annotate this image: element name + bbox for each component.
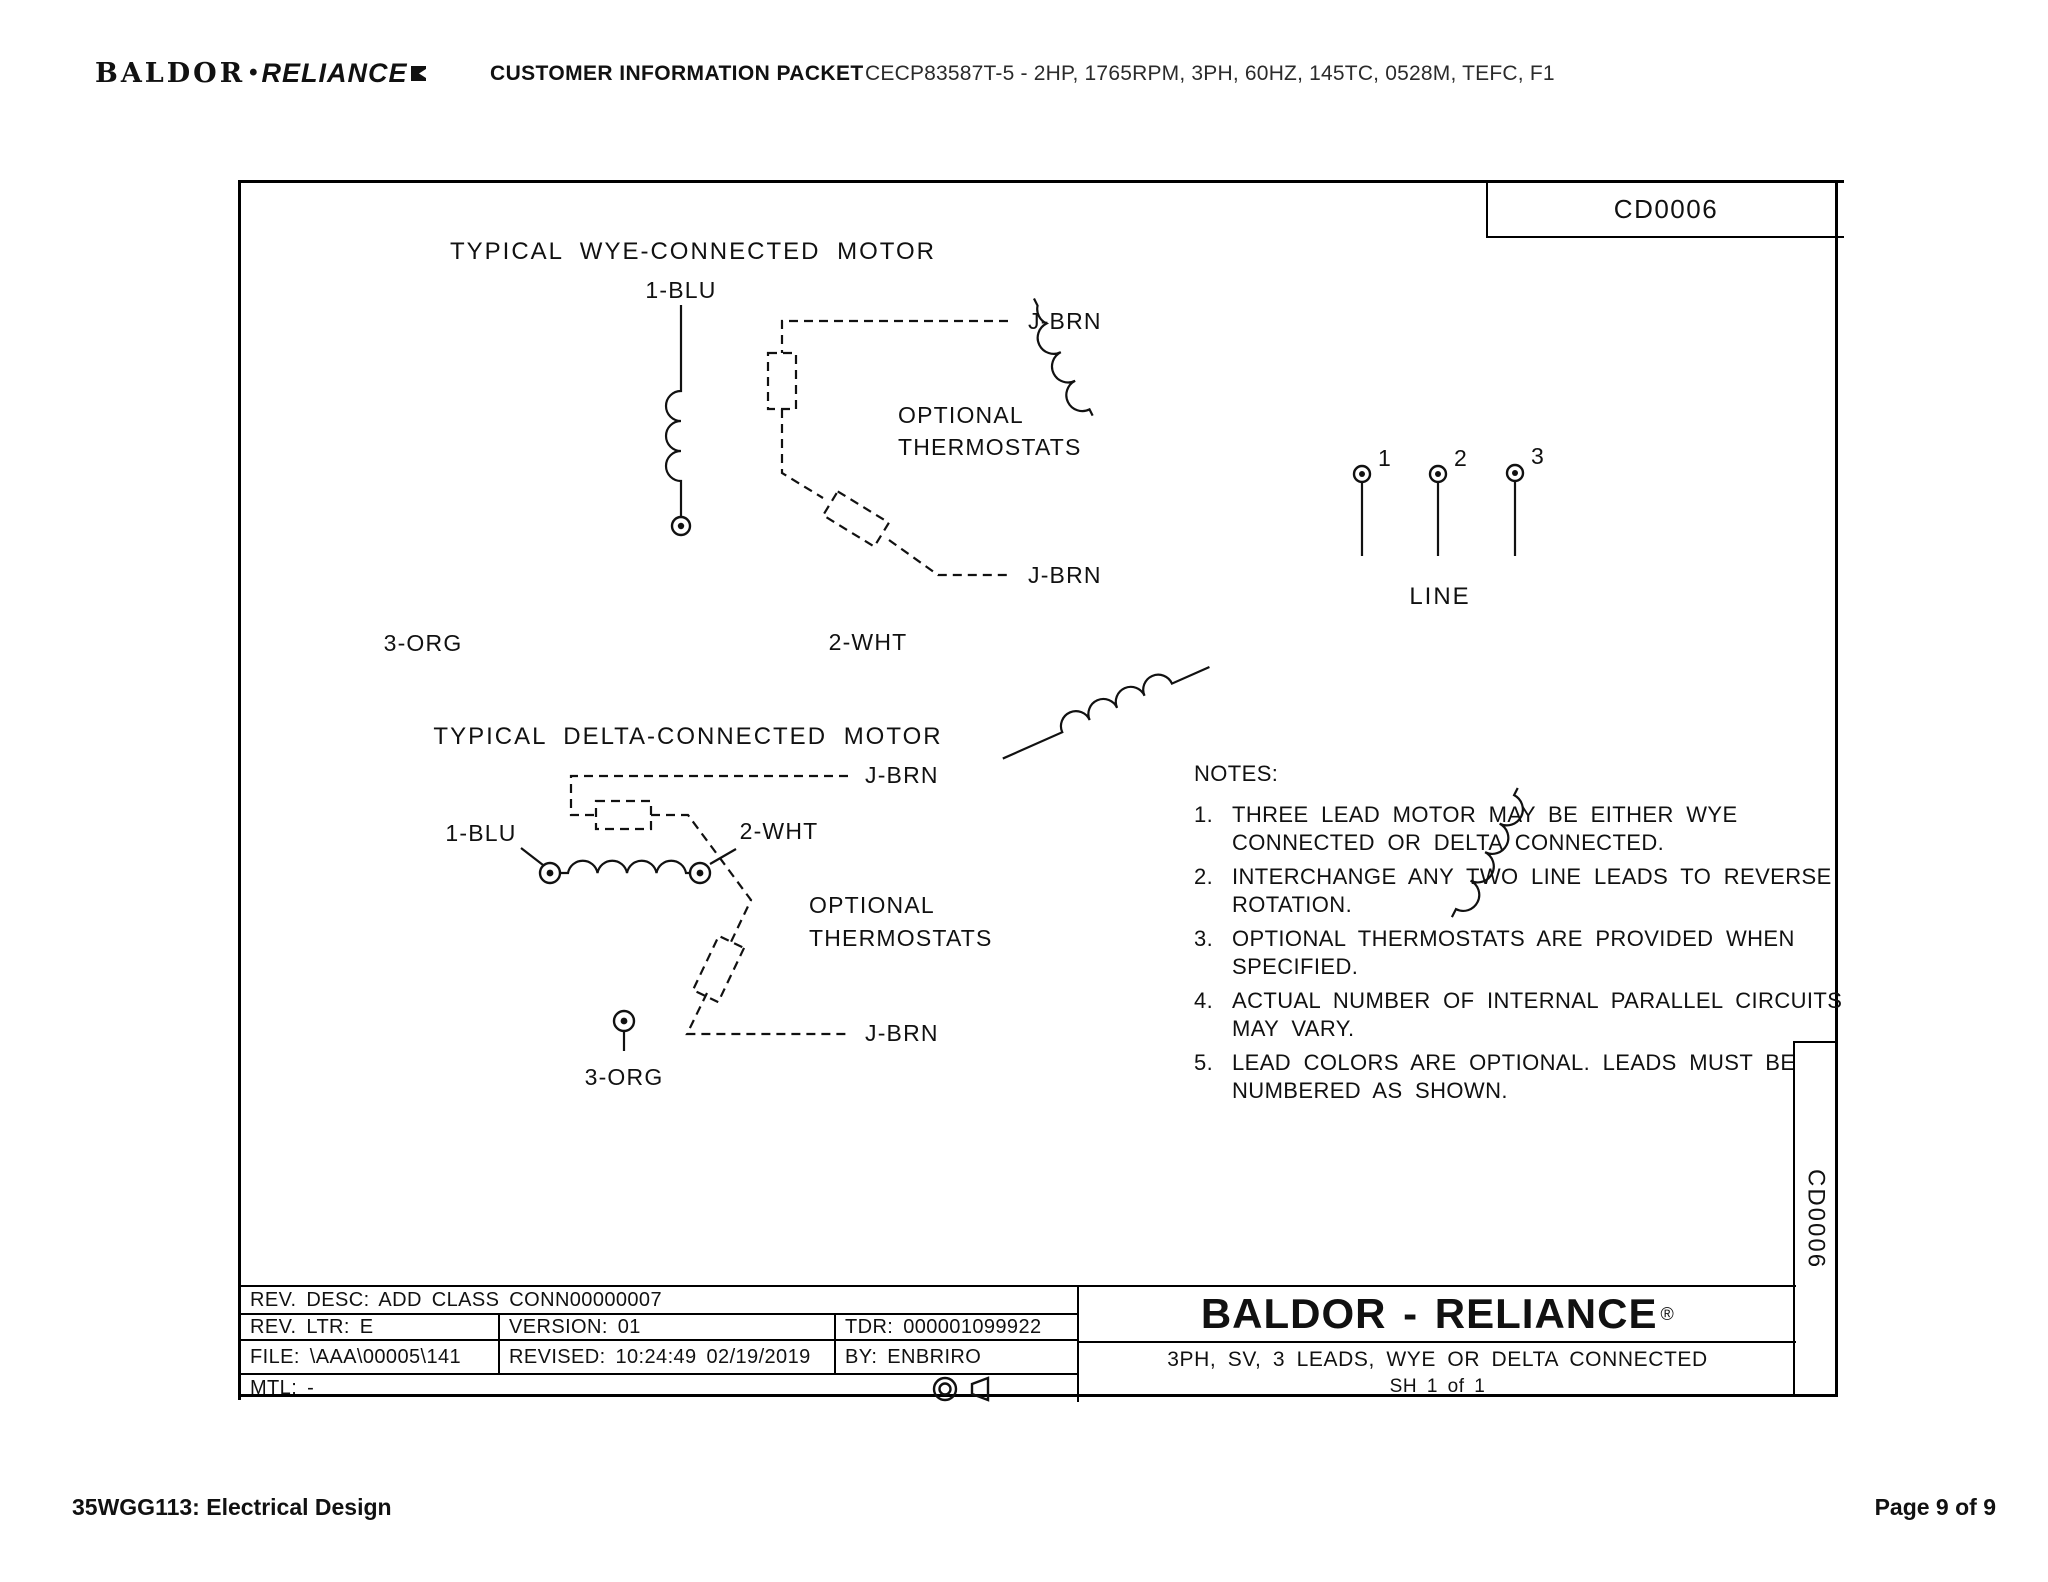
logo-baldor-text: BALDOR (95, 58, 246, 89)
note-line: ROTATION. (1232, 892, 1353, 917)
note-text (1232, 925, 1795, 981)
note-line: ACTUAL NUMBER OF INTERNAL PARALLEL CIRCUITS (1232, 988, 1843, 1013)
delta-terminal3-dot (621, 1018, 628, 1025)
note-text (1232, 987, 1842, 1043)
delta-thermostat-circuit (571, 776, 848, 1034)
line-terminal-1-dot (1359, 471, 1365, 477)
mtl-cell (241, 1375, 1079, 1402)
page-header (0, 0, 2048, 110)
wye-thermostats-caption-line2: THERMOSTATS (898, 434, 1082, 460)
wye-jbrn-top-label: J-BRN (1028, 308, 1102, 334)
note-line: MAY VARY. (1232, 1016, 1355, 1041)
wye-jbrn-bottom-label: J-BRN (1028, 562, 1102, 588)
title-block (238, 1285, 1796, 1400)
note-text (1232, 1049, 1795, 1105)
baldor-reliance-logo (95, 58, 428, 89)
rev-desc-cell: REV. DESC: ADD CLASS CONN00000007 (241, 1287, 1079, 1315)
wye-diagram (384, 183, 1210, 759)
side-doc-number: CD0006 (1802, 1168, 1830, 1270)
note-text (1232, 863, 1832, 919)
projection-symbols (931, 1375, 993, 1402)
delta-jbrn-top-label: J-BRN (865, 762, 939, 788)
delta-terminal2-dot (697, 870, 704, 877)
logo-reliance-text: RELIANCE (261, 58, 408, 88)
delta-title: TYPICAL DELTA-CONNECTED MOTOR (433, 723, 943, 750)
line-terminal-1-label: 1 (1378, 445, 1392, 471)
footer-document-title: 35WGG113: Electrical Design (72, 1494, 392, 1520)
wye-thermostat2-icon (823, 491, 889, 546)
sheet-number: SH 1 of 1 (1389, 1375, 1486, 1397)
delta-jbrn-bottom-label: J-BRN (865, 1020, 939, 1046)
mtl-value: MTL: - (250, 1377, 315, 1399)
note-line: THREE LEAD MOTOR MAY BE EITHER WYE (1232, 802, 1738, 827)
wye-thermostat1-icon (768, 353, 796, 409)
delta-thermostats-caption-line2: THERMOSTATS (809, 925, 993, 951)
rev-ltr-cell: REV. LTR: E (241, 1315, 500, 1341)
packet-title: CUSTOMER INFORMATION PACKET (490, 62, 864, 85)
note-item-4 (1194, 987, 1843, 1043)
logo-square-mark-icon (410, 63, 428, 88)
drawing-description: 3PH, SV, 3 LEADS, WYE OR DELTA CONNECTED (1167, 1347, 1708, 1371)
tdr-cell: TDR: 000001099922 (836, 1315, 1079, 1341)
wye-winding-left (997, 653, 1210, 758)
projection-circle-icon (931, 1375, 959, 1402)
note-item-5 (1194, 1049, 1834, 1105)
delta-terminal1-dot (547, 870, 554, 877)
revised-cell: REVISED: 10:24:49 02/19/2019 (500, 1341, 836, 1375)
note-text (1232, 801, 1738, 857)
delta-lead1-label: 1-BLU (445, 820, 517, 846)
line-terminal-2-label: 2 (1454, 445, 1468, 471)
drawing-frame (238, 180, 1843, 1399)
delta-thermostat1-icon (596, 801, 651, 829)
line-terminal-2-dot (1435, 471, 1441, 477)
note-number: 1. (1194, 802, 1214, 827)
note-line: LEAD COLORS ARE OPTIONAL. LEADS MUST BE (1232, 1050, 1796, 1075)
wye-lead3-label: 3-ORG (383, 630, 463, 656)
wye-star-terminal-dot (678, 523, 684, 529)
line-terminal-3-dot (1512, 470, 1518, 476)
delta-thermostat2-icon (693, 936, 744, 1002)
line-terminals (1354, 443, 1545, 610)
footer-page-number: Page 9 of 9 (1874, 1494, 1996, 1520)
notes-section (1194, 761, 1843, 1105)
wye-lead1-label: 1-BLU (645, 277, 717, 303)
logo-dot-separator: • (249, 59, 258, 86)
line-terminal-3-label: 3 (1531, 443, 1545, 469)
note-item-2 (1194, 863, 1834, 919)
note-number: 2. (1194, 864, 1214, 889)
note-item-3 (1194, 925, 1834, 981)
note-number: 4. (1194, 988, 1214, 1013)
note-line: NUMBERED AS SHOWN. (1232, 1078, 1508, 1103)
note-number: 3. (1194, 926, 1214, 951)
note-line: SPECIFIED. (1232, 954, 1359, 979)
description-cell (1079, 1343, 1796, 1402)
doc-number: CD0006 (1613, 194, 1719, 224)
note-number: 5. (1194, 1050, 1214, 1075)
motor-spec-line: CECP83587T-5 - 2HP, 1765RPM, 3PH, 60HZ, 145TC, 0528M, TEFC, F1 (865, 62, 1555, 85)
version-cell: VERSION: 01 (500, 1315, 836, 1341)
note-item-1 (1194, 801, 1834, 857)
delta-lead2-label: 2-WHT (739, 818, 819, 844)
company-name: BALDOR - RELIANCE (1200, 1290, 1658, 1337)
note-line: INTERCHANGE ANY TWO LINE LEADS TO REVERSE (1232, 864, 1832, 889)
note-line: OPTIONAL THERMOSTATS ARE PROVIDED WHEN (1232, 926, 1795, 951)
delta-lead1-wire (521, 848, 543, 865)
line-label: LINE (1409, 583, 1471, 610)
by-cell: BY: ENBRIRO (836, 1341, 1079, 1375)
delta-winding-top (560, 861, 690, 873)
wye-thermostats-caption-line1: OPTIONAL (898, 402, 1024, 428)
wye-lead2-label: 2-WHT (828, 629, 908, 655)
note-line: CONNECTED OR DELTA CONNECTED. (1232, 830, 1665, 855)
projection-cone-icon (969, 1375, 993, 1402)
wye-winding-top (666, 305, 681, 517)
delta-thermostats-caption-line1: OPTIONAL (809, 892, 935, 918)
registered-mark: ® (1660, 1303, 1675, 1324)
notes-heading: NOTES: (1194, 761, 1279, 786)
wye-title: TYPICAL WYE-CONNECTED MOTOR (449, 238, 937, 265)
file-cell: FILE: \AAA\00005\141 (241, 1341, 500, 1375)
company-cell (1079, 1287, 1796, 1343)
delta-lead3-label: 3-ORG (584, 1064, 664, 1090)
side-doc-number-strip (1793, 1041, 1838, 1397)
